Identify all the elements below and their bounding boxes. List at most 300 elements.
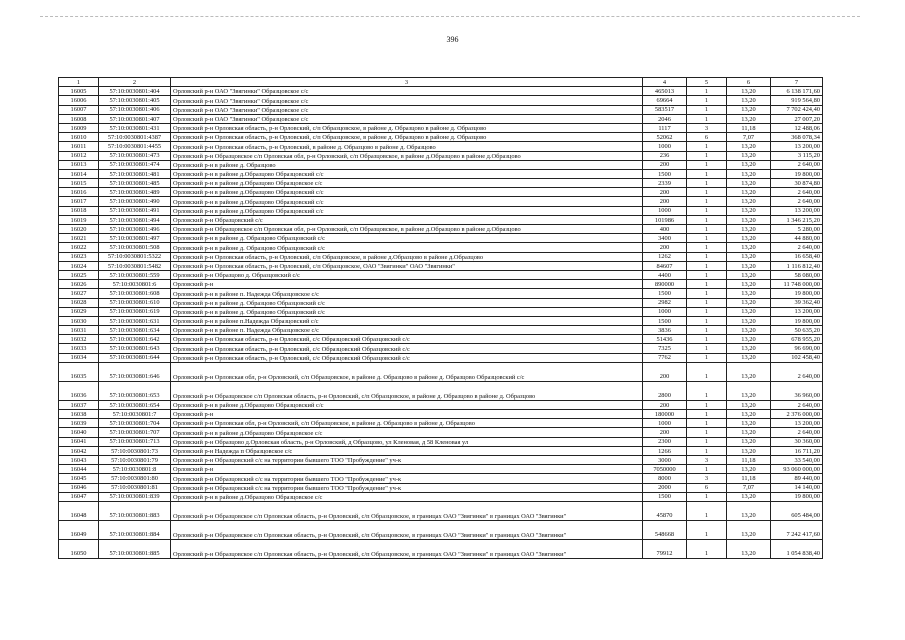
location-description-cell: Орловский р-н Орловская обл, р-н Орловский, с/п Образцовское, в районе д. Образцово в районе д. Образцово Образцовский с/с bbox=[171, 362, 643, 381]
location-description-cell: Орловский р-н в районе д. Образцово Образцовский с/с bbox=[171, 243, 643, 252]
row-number-cell: 16050 bbox=[59, 539, 99, 558]
cadastral-number-cell: 57:10:0030801:704 bbox=[99, 419, 171, 428]
area-cell: 2800 bbox=[643, 381, 687, 400]
rate-cell: 13,20 bbox=[727, 169, 771, 178]
area-cell: 69664 bbox=[643, 96, 687, 105]
area-cell: 1266 bbox=[643, 446, 687, 455]
area-cell: 583517 bbox=[643, 105, 687, 114]
cadastral-number-cell: 57:10:0030801:707 bbox=[99, 428, 171, 437]
coefficient-cell: 1 bbox=[687, 87, 727, 96]
table-row bbox=[59, 160, 823, 169]
cadastral-value-cell: 16 711,20 bbox=[771, 446, 823, 455]
table-row bbox=[59, 400, 823, 409]
row-number-cell: 16029 bbox=[59, 307, 99, 316]
cadastral-number-cell: 57:10:0030801:713 bbox=[99, 437, 171, 446]
cadastral-value-cell: 368 078,34 bbox=[771, 133, 823, 142]
header-col-4: 4 bbox=[643, 78, 687, 87]
cadastral-number-cell: 57:10:0030801:646 bbox=[99, 362, 171, 381]
coefficient-cell: 3 bbox=[687, 123, 727, 132]
location-description-cell: Орловский р-н в районе д.Образцово Образцовское с/с bbox=[171, 492, 643, 501]
cadastral-value-cell: 2 640,00 bbox=[771, 160, 823, 169]
row-number-cell: 16009 bbox=[59, 123, 99, 132]
location-description-cell: Орловский р-н Образцовское с/п Орловская область, р-н Орловский, с/п Образцовское, в границах ОАО "Звягинки" в границах ОАО "Звягинки" bbox=[171, 501, 643, 520]
area-cell: 400 bbox=[643, 225, 687, 234]
cadastral-number-cell: 57:10:0030801:608 bbox=[99, 289, 171, 298]
table-row bbox=[59, 362, 823, 381]
row-number-cell: 16018 bbox=[59, 206, 99, 215]
location-description-cell: Орловский р-н в районе д.Образцово Образцовское с/с bbox=[171, 428, 643, 437]
rate-cell: 13,20 bbox=[727, 270, 771, 279]
row-number-cell: 16043 bbox=[59, 455, 99, 464]
rate-cell: 13,20 bbox=[727, 520, 771, 539]
location-description-cell: Орловский р-н Орловская область, р-н Орловский, в районе д. Образцово в районе д. Образцово bbox=[171, 142, 643, 151]
rate-cell: 13,20 bbox=[727, 225, 771, 234]
area-cell: 1000 bbox=[643, 307, 687, 316]
cadastral-number-cell: 57:10:0030801:4455 bbox=[99, 142, 171, 151]
table-row bbox=[59, 215, 823, 224]
coefficient-cell: 1 bbox=[687, 335, 727, 344]
header-col-3: 3 bbox=[171, 78, 643, 87]
area-cell: 3000 bbox=[643, 455, 687, 464]
row-number-cell: 16010 bbox=[59, 133, 99, 142]
table-row bbox=[59, 225, 823, 234]
cadastral-number-cell: 57:10:0030801:473 bbox=[99, 151, 171, 160]
location-description-cell: Орловский р-н ОАО "Звягинки" Образцовское с/с bbox=[171, 96, 643, 105]
area-cell: 3400 bbox=[643, 234, 687, 243]
cadastral-number-cell: 57:10:0030801:559 bbox=[99, 270, 171, 279]
rate-cell: 13,20 bbox=[727, 206, 771, 215]
area-cell: 2982 bbox=[643, 298, 687, 307]
cadastral-value-cell: 50 635,20 bbox=[771, 326, 823, 335]
rate-cell: 13,20 bbox=[727, 539, 771, 558]
coefficient-cell: 1 bbox=[687, 206, 727, 215]
location-description-cell: Орловский р-н Образцовское с/п Орловская область, р-н Орловский, с/п Образцовское, в районе д. Образцово в районе д. Образцово bbox=[171, 381, 643, 400]
row-number-cell: 16005 bbox=[59, 87, 99, 96]
location-description-cell: Орловский р-н в районе п.Надежда Образцовский с/с bbox=[171, 316, 643, 325]
cadastral-number-cell: 57:10:0030801:474 bbox=[99, 160, 171, 169]
row-number-cell: 16030 bbox=[59, 316, 99, 325]
cadastral-number-cell: 57:10:0030801:81 bbox=[99, 483, 171, 492]
area-cell: 180000 bbox=[643, 410, 687, 419]
rate-cell: 13,20 bbox=[727, 362, 771, 381]
table-row bbox=[59, 474, 823, 483]
cadastral-number-cell: 57:10:0030801:491 bbox=[99, 206, 171, 215]
area-cell: 2046 bbox=[643, 114, 687, 123]
area-cell: 548668 bbox=[643, 520, 687, 539]
rate-cell: 11,18 bbox=[727, 474, 771, 483]
cadastral-value-cell: 3 115,20 bbox=[771, 151, 823, 160]
cadastral-number-cell: 57:10:0030801:4387 bbox=[99, 133, 171, 142]
table-row bbox=[59, 520, 823, 539]
area-cell: 465013 bbox=[643, 87, 687, 96]
coefficient-cell: 1 bbox=[687, 362, 727, 381]
location-description-cell: Орловский р-н Орловская область, р-н Орловский, с/с Образцовский Образцовский с/с bbox=[171, 344, 643, 353]
cadastral-number-cell: 57:10:0030801:642 bbox=[99, 335, 171, 344]
coefficient-cell: 1 bbox=[687, 96, 727, 105]
coefficient-cell: 6 bbox=[687, 133, 727, 142]
header-col-2: 2 bbox=[99, 78, 171, 87]
row-number-cell: 16025 bbox=[59, 270, 99, 279]
cadastral-value-cell: 33 540,00 bbox=[771, 455, 823, 464]
table-row bbox=[59, 501, 823, 520]
cadastral-value-cell: 2 640,00 bbox=[771, 400, 823, 409]
row-number-cell: 16013 bbox=[59, 160, 99, 169]
rate-cell: 13,20 bbox=[727, 160, 771, 169]
rate-cell: 13,20 bbox=[727, 307, 771, 316]
row-number-cell: 16007 bbox=[59, 105, 99, 114]
table-row bbox=[59, 169, 823, 178]
cadastral-number-cell: 57:10:0030801:407 bbox=[99, 114, 171, 123]
row-number-cell: 16017 bbox=[59, 197, 99, 206]
cadastral-number-cell: 57:10:0030801:643 bbox=[99, 344, 171, 353]
area-cell: 1500 bbox=[643, 169, 687, 178]
cadastral-value-cell: 44 880,00 bbox=[771, 234, 823, 243]
row-number-cell: 16040 bbox=[59, 428, 99, 437]
coefficient-cell: 1 bbox=[687, 243, 727, 252]
table-row bbox=[59, 335, 823, 344]
row-number-cell: 16008 bbox=[59, 114, 99, 123]
cadastral-value-cell: 13 200,00 bbox=[771, 419, 823, 428]
cadastral-value-cell: 58 080,00 bbox=[771, 270, 823, 279]
location-description-cell: Орловский р-н bbox=[171, 465, 643, 474]
rate-cell: 7,07 bbox=[727, 483, 771, 492]
area-cell: 200 bbox=[643, 160, 687, 169]
rate-cell: 13,20 bbox=[727, 215, 771, 224]
area-cell: 84607 bbox=[643, 261, 687, 270]
table-row bbox=[59, 123, 823, 132]
cadastral-value-cell: 11 748 000,00 bbox=[771, 280, 823, 289]
location-description-cell: Орловский р-н в районе д. Образцово Образцовский с/с bbox=[171, 298, 643, 307]
location-description-cell: Орловский р-н Образцовское с/п Орловская область, р-н Орловский, с/п Образцовское, в границах ОАО "Звягинки" в границах ОАО "Звягинки" bbox=[171, 539, 643, 558]
rate-cell: 13,20 bbox=[727, 151, 771, 160]
table-row bbox=[59, 316, 823, 325]
area-cell: 200 bbox=[643, 197, 687, 206]
cadastral-value-cell: 19 800,00 bbox=[771, 169, 823, 178]
area-cell: 2300 bbox=[643, 437, 687, 446]
rate-cell: 13,20 bbox=[727, 105, 771, 114]
area-cell: 200 bbox=[643, 428, 687, 437]
row-number-cell: 16027 bbox=[59, 289, 99, 298]
cadastral-value-cell: 1 346 215,20 bbox=[771, 215, 823, 224]
coefficient-cell: 1 bbox=[687, 344, 727, 353]
cadastral-value-cell: 13 200,00 bbox=[771, 206, 823, 215]
rate-cell: 13,20 bbox=[727, 243, 771, 252]
cadastral-value-cell: 36 960,00 bbox=[771, 381, 823, 400]
row-number-cell: 16011 bbox=[59, 142, 99, 151]
location-description-cell: Орловский р-н Образцово д. Образцовский с/с bbox=[171, 270, 643, 279]
table-row bbox=[59, 243, 823, 252]
rate-cell: 13,20 bbox=[727, 344, 771, 353]
area-cell: 200 bbox=[643, 362, 687, 381]
table-row bbox=[59, 492, 823, 501]
rate-cell: 13,20 bbox=[727, 492, 771, 501]
rate-cell: 13,20 bbox=[727, 96, 771, 105]
location-description-cell: Орловский р-н Орловская область, р-н Орловский, с/п Образцовское, ОАО "Звягинки" ОАО "Звягинки" bbox=[171, 261, 643, 270]
rate-cell: 13,20 bbox=[727, 252, 771, 261]
location-description-cell: Орловский р-н в районе п. Надежда Образцовское с/с bbox=[171, 326, 643, 335]
row-number-cell: 16020 bbox=[59, 225, 99, 234]
area-cell: 3836 bbox=[643, 326, 687, 335]
cadastral-number-cell: 57:10:0030801:883 bbox=[99, 501, 171, 520]
location-description-cell: Орловский р-н в районе д.Образцово Образцовский с/с bbox=[171, 400, 643, 409]
cadastral-value-cell: 2 640,00 bbox=[771, 243, 823, 252]
cadastral-value-cell: 12 488,06 bbox=[771, 123, 823, 132]
row-number-cell: 16044 bbox=[59, 465, 99, 474]
area-cell: 200 bbox=[643, 243, 687, 252]
location-description-cell: Орловский р-н в районе д.Образцово Образцовский с/с bbox=[171, 197, 643, 206]
coefficient-cell: 1 bbox=[687, 520, 727, 539]
table-row bbox=[59, 234, 823, 243]
cadastral-number-cell: 57:10:0030801:73 bbox=[99, 446, 171, 455]
coefficient-cell: 1 bbox=[687, 298, 727, 307]
location-description-cell: Орловский р-н в районе д. Образцово Образцовский с/с bbox=[171, 234, 643, 243]
cadastral-value-cell: 2 640,00 bbox=[771, 428, 823, 437]
cadastral-number-cell: 57:10:0030801:79 bbox=[99, 455, 171, 464]
cadastral-number-cell: 57:10:0030801:494 bbox=[99, 215, 171, 224]
cadastral-value-cell: 16 658,40 bbox=[771, 252, 823, 261]
coefficient-cell: 6 bbox=[687, 483, 727, 492]
cadastral-number-cell: 57:10:0030801:610 bbox=[99, 298, 171, 307]
rate-cell: 13,20 bbox=[727, 234, 771, 243]
row-number-cell: 16048 bbox=[59, 501, 99, 520]
cadastral-value-cell: 27 007,20 bbox=[771, 114, 823, 123]
row-number-cell: 16041 bbox=[59, 437, 99, 446]
cadastral-number-cell: 57:10:0030801:631 bbox=[99, 316, 171, 325]
area-cell: 1262 bbox=[643, 252, 687, 261]
location-description-cell: Орловский р-н Образцовский с/с на территории бывшего ТОО "Пробуждение" уч-к bbox=[171, 483, 643, 492]
cadastral-value-cell: 30 874,80 bbox=[771, 179, 823, 188]
row-number-cell: 16049 bbox=[59, 520, 99, 539]
rate-cell: 13,20 bbox=[727, 501, 771, 520]
area-cell: 101986 bbox=[643, 215, 687, 224]
coefficient-cell: 1 bbox=[687, 160, 727, 169]
row-number-cell: 16042 bbox=[59, 446, 99, 455]
area-cell: 1500 bbox=[643, 492, 687, 501]
coefficient-cell: 1 bbox=[687, 437, 727, 446]
coefficient-cell: 1 bbox=[687, 501, 727, 520]
row-number-cell: 16038 bbox=[59, 410, 99, 419]
table-row bbox=[59, 539, 823, 558]
page-number: 396 bbox=[446, 35, 459, 44]
coefficient-cell: 1 bbox=[687, 539, 727, 558]
row-number-cell: 16036 bbox=[59, 381, 99, 400]
table-row bbox=[59, 353, 823, 362]
cadastral-value-cell: 678 955,20 bbox=[771, 335, 823, 344]
cadastral-number-cell: 57:10:0030801:644 bbox=[99, 353, 171, 362]
cadastral-number-cell: 57:10:0030801:5482 bbox=[99, 261, 171, 270]
row-number-cell: 16046 bbox=[59, 483, 99, 492]
coefficient-cell: 1 bbox=[687, 289, 727, 298]
cadastral-number-cell: 57:10:0030801:490 bbox=[99, 197, 171, 206]
rate-cell: 11,18 bbox=[727, 455, 771, 464]
row-number-cell: 16006 bbox=[59, 96, 99, 105]
cadastral-value-cell: 1 054 838,40 bbox=[771, 539, 823, 558]
location-description-cell: Орловский р-н Образцово д.Орловская область, р-н Орловский, д Образцово, ул Кленовая, д 58 Кленовая ул bbox=[171, 437, 643, 446]
rate-cell: 13,20 bbox=[727, 437, 771, 446]
area-cell: 7325 bbox=[643, 344, 687, 353]
table-row bbox=[59, 151, 823, 160]
row-number-cell: 16023 bbox=[59, 252, 99, 261]
table-row bbox=[59, 289, 823, 298]
cadastral-number-cell: 57:10:0030801:634 bbox=[99, 326, 171, 335]
location-description-cell: Орловский р-н Орловская область, р-н Орловский, с/п Образцовское, в районе д.Образцово в районе д.Образцово bbox=[171, 252, 643, 261]
rate-cell: 13,20 bbox=[727, 410, 771, 419]
rate-cell: 13,20 bbox=[727, 465, 771, 474]
row-number-cell: 16031 bbox=[59, 326, 99, 335]
row-number-cell: 16014 bbox=[59, 169, 99, 178]
table-row bbox=[59, 344, 823, 353]
area-cell: 1500 bbox=[643, 289, 687, 298]
location-description-cell: Орловский р-н в районе д. Образцово Образцовский с/с bbox=[171, 307, 643, 316]
cadastral-number-cell: 57:10:0030801:481 bbox=[99, 169, 171, 178]
row-number-cell: 16016 bbox=[59, 188, 99, 197]
area-cell: 79912 bbox=[643, 539, 687, 558]
coefficient-cell: 3 bbox=[687, 455, 727, 464]
cadastral-value-cell: 1 116 812,40 bbox=[771, 261, 823, 270]
cadastral-number-cell: 57:10:0030801:80 bbox=[99, 474, 171, 483]
location-description-cell: Орловский р-н Орловская область, р-н Орловский, с/с Образцовский Образцовский с/с bbox=[171, 353, 643, 362]
cadastral-number-cell: 57:10:0030801:496 bbox=[99, 225, 171, 234]
table-row bbox=[59, 410, 823, 419]
header-col-7: 7 bbox=[771, 78, 823, 87]
area-cell: 2339 bbox=[643, 179, 687, 188]
cadastral-value-cell: 2 640,00 bbox=[771, 197, 823, 206]
location-description-cell: Орловский р-н Образцовский с/с bbox=[171, 215, 643, 224]
location-description-cell: Орловский р-н Надежда п Образцовское с/с bbox=[171, 446, 643, 455]
cadastral-number-cell: 57:10:0030801:406 bbox=[99, 105, 171, 114]
cadastral-value-cell: 2 640,00 bbox=[771, 362, 823, 381]
cadastral-value-cell: 13 200,00 bbox=[771, 142, 823, 151]
cadastral-value-cell: 605 484,00 bbox=[771, 501, 823, 520]
rate-cell: 13,20 bbox=[727, 353, 771, 362]
area-cell: 1117 bbox=[643, 123, 687, 132]
cadastral-value-cell: 96 690,00 bbox=[771, 344, 823, 353]
row-number-cell: 16034 bbox=[59, 353, 99, 362]
cadastral-value-cell: 6 138 171,60 bbox=[771, 87, 823, 96]
rate-cell: 13,20 bbox=[727, 289, 771, 298]
rate-cell: 13,20 bbox=[727, 179, 771, 188]
coefficient-cell: 1 bbox=[687, 188, 727, 197]
cadastral-value-cell: 919 564,80 bbox=[771, 96, 823, 105]
rate-cell: 13,20 bbox=[727, 188, 771, 197]
cadastral-number-cell: 57:10:0030801:8 bbox=[99, 465, 171, 474]
row-number-cell: 16035 bbox=[59, 362, 99, 381]
table-row bbox=[59, 455, 823, 464]
location-description-cell: Орловский р-н в районе д.Образцово Образцовский с/с bbox=[171, 188, 643, 197]
header-col-5: 5 bbox=[687, 78, 727, 87]
cadastral-value-cell: 2 376 000,00 bbox=[771, 410, 823, 419]
location-description-cell: Орловский р-н Орловская обл, р-н Орловский, с/п Образцовское, в районе д. Образцово в районе д. Образцово bbox=[171, 419, 643, 428]
location-description-cell: Орловский р-н Образцовское с/п Орловская обл, р-н Орловский, с/п Образцовское, в районе д.Образцово в районе д.Образцово bbox=[171, 225, 643, 234]
cadastral-number-cell: 57:10:0030801:431 bbox=[99, 123, 171, 132]
coefficient-cell: 1 bbox=[687, 428, 727, 437]
location-description-cell: Орловский р-н Образцовский с/с на территории бывшего ТОО "Пробуждение" уч-к bbox=[171, 455, 643, 464]
coefficient-cell: 1 bbox=[687, 400, 727, 409]
rate-cell: 13,20 bbox=[727, 261, 771, 270]
header-col-1: 1 bbox=[59, 78, 99, 87]
row-number-cell: 16047 bbox=[59, 492, 99, 501]
row-number-cell: 16021 bbox=[59, 234, 99, 243]
location-description-cell: Орловский р-н в районе д.Образцово Образцовский с/с bbox=[171, 169, 643, 178]
location-description-cell: Орловский р-н в районе п. Надежда Образцовское с/с bbox=[171, 289, 643, 298]
table-row bbox=[59, 446, 823, 455]
table-row bbox=[59, 307, 823, 316]
coefficient-cell: 1 bbox=[687, 280, 727, 289]
coefficient-cell: 1 bbox=[687, 105, 727, 114]
row-number-cell: 16024 bbox=[59, 261, 99, 270]
row-number-cell: 16012 bbox=[59, 151, 99, 160]
rate-cell: 13,20 bbox=[727, 316, 771, 325]
cadastral-number-cell: 57:10:0030801:485 bbox=[99, 179, 171, 188]
coefficient-cell: 1 bbox=[687, 446, 727, 455]
location-description-cell: Орловский р-н в районе д. Образцово bbox=[171, 160, 643, 169]
table-row bbox=[59, 188, 823, 197]
area-cell: 4400 bbox=[643, 270, 687, 279]
area-cell: 45870 bbox=[643, 501, 687, 520]
coefficient-cell: 1 bbox=[687, 326, 727, 335]
location-description-cell: Орловский р-н ОАО "Звягинки" Образцовское с/с bbox=[171, 87, 643, 96]
area-cell: 1000 bbox=[643, 142, 687, 151]
coefficient-cell: 1 bbox=[687, 419, 727, 428]
rate-cell: 13,20 bbox=[727, 381, 771, 400]
cadastral-number-cell: 57:10:0030801:489 bbox=[99, 188, 171, 197]
cadastral-number-cell: 57:10:0030801:885 bbox=[99, 539, 171, 558]
cadastral-number-cell: 57:10:0030801:404 bbox=[99, 87, 171, 96]
row-number-cell: 16028 bbox=[59, 298, 99, 307]
row-number-cell: 16032 bbox=[59, 335, 99, 344]
coefficient-cell: 1 bbox=[687, 169, 727, 178]
coefficient-cell: 1 bbox=[687, 197, 727, 206]
rate-cell: 13,20 bbox=[727, 197, 771, 206]
cadastral-value-cell: 19 800,00 bbox=[771, 316, 823, 325]
cadastral-value-cell: 93 060 000,00 bbox=[771, 465, 823, 474]
table-row bbox=[59, 381, 823, 400]
row-number-cell: 16039 bbox=[59, 419, 99, 428]
coefficient-cell: 1 bbox=[687, 316, 727, 325]
location-description-cell: Орловский р-н ОАО "Звягинки" Образцовское с/с bbox=[171, 114, 643, 123]
table-row bbox=[59, 87, 823, 96]
coefficient-cell: 1 bbox=[687, 465, 727, 474]
coefficient-cell: 1 bbox=[687, 142, 727, 151]
coefficient-cell: 1 bbox=[687, 215, 727, 224]
row-number-cell: 16015 bbox=[59, 179, 99, 188]
rate-cell: 13,20 bbox=[727, 428, 771, 437]
location-description-cell: Орловский р-н Образцовское с/п Орловская область, р-н Орловский, с/п Образцовское, в границах ОАО "Звягинки" в границах ОАО "Звягинки" bbox=[171, 520, 643, 539]
location-description-cell: Орловский р-н в районе д.Образцово Образцовское с/с bbox=[171, 179, 643, 188]
coefficient-cell: 1 bbox=[687, 151, 727, 160]
location-description-cell: Орловский р-н ОАО "Звягинки" Образцовское с/с bbox=[171, 105, 643, 114]
table-row bbox=[59, 270, 823, 279]
coefficient-cell: 1 bbox=[687, 270, 727, 279]
table-row bbox=[59, 206, 823, 215]
table-row bbox=[59, 252, 823, 261]
table-row bbox=[59, 437, 823, 446]
coefficient-cell: 3 bbox=[687, 474, 727, 483]
area-cell: 7050000 bbox=[643, 465, 687, 474]
rate-cell: 13,20 bbox=[727, 446, 771, 455]
cadastral-number-cell: 57:10:0030801:497 bbox=[99, 234, 171, 243]
coefficient-cell: 1 bbox=[687, 261, 727, 270]
location-description-cell: Орловский р-н Образцовский с/с на территории бывшего ТОО "Пробуждение" уч-к bbox=[171, 474, 643, 483]
header-col-6: 6 bbox=[727, 78, 771, 87]
table-row bbox=[59, 142, 823, 151]
cadastral-number-cell: 57:10:0030801:6 bbox=[99, 280, 171, 289]
rate-cell: 7,07 bbox=[727, 133, 771, 142]
area-cell: 236 bbox=[643, 151, 687, 160]
cadastral-value-cell: 7 242 417,60 bbox=[771, 520, 823, 539]
table-row bbox=[59, 298, 823, 307]
area-cell: 7762 bbox=[643, 353, 687, 362]
